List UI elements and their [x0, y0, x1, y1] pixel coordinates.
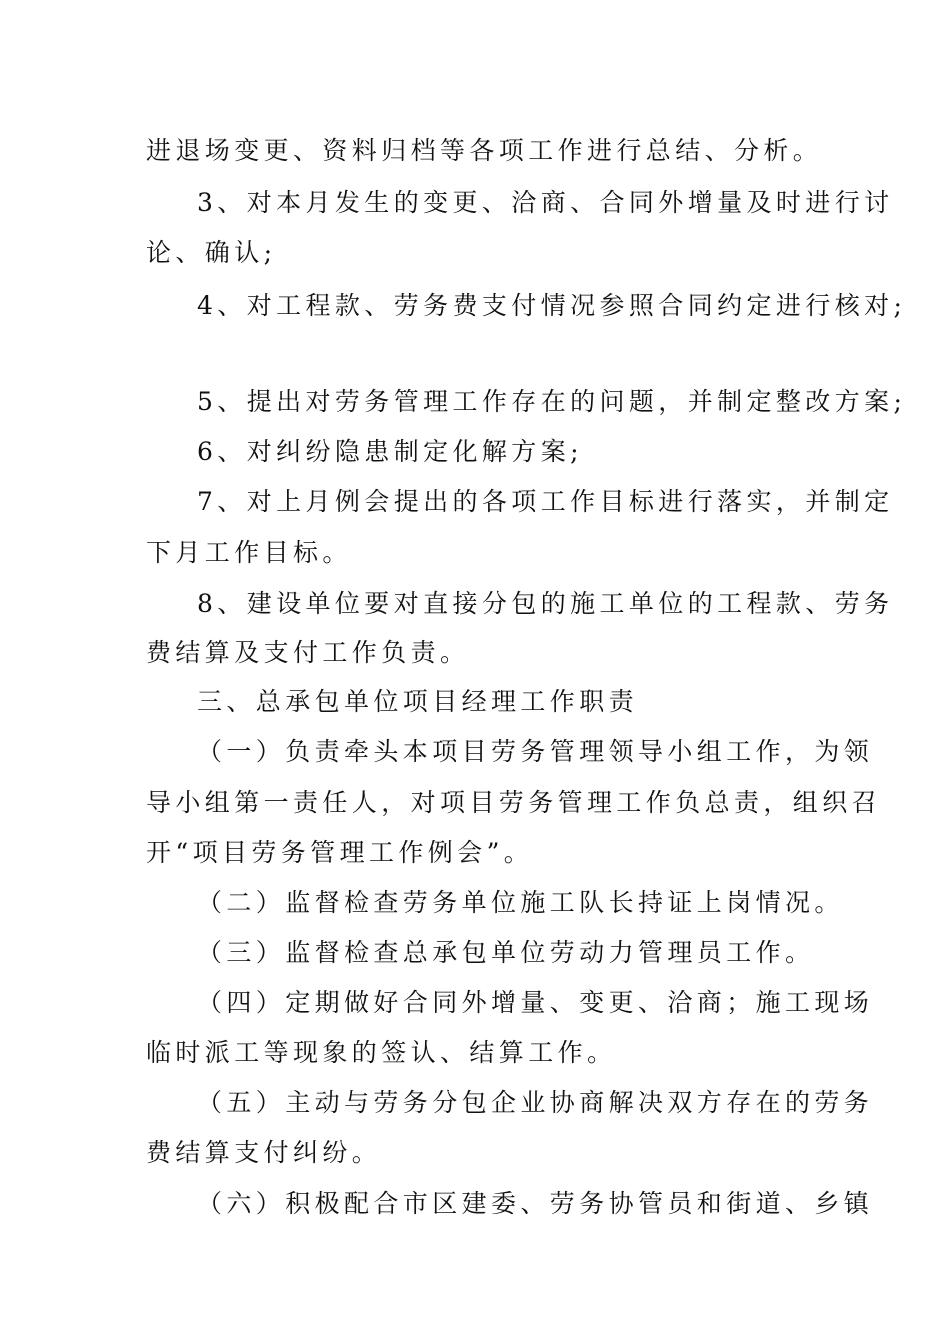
text-line: 费结算支付纠纷。: [146, 1138, 382, 1167]
list-item-3: 3、对本月发生的变更、洽商、合同外增量及时进行讨: [197, 188, 894, 217]
list-item-6: 6、对纠纷隐患制定化解方案;: [197, 437, 583, 466]
list-item-7: 7、对上月例会提出的各项工作目标进行落实，并制定: [197, 487, 894, 516]
clause-4: （四）定期做好合同外增量、变更、洽商；施工现场: [197, 988, 874, 1017]
text-line: 导小组第一责任人，对项目劳务管理工作负总责，组织召: [146, 788, 882, 817]
text-line: 开“项目劳务管理工作例会”。: [146, 838, 534, 867]
section-heading: 三、总承包单位项目经理工作职责: [197, 687, 639, 716]
text-line: 进退场变更、资料归档等各项工作进行总结、分析。: [146, 136, 823, 165]
clause-5: （五）主动与劳务分包企业协商解决双方存在的劳务: [197, 1088, 874, 1117]
list-item-5: 5、提出对劳务管理工作存在的问题，并制定整改方案;: [197, 387, 907, 416]
clause-3: （三）监督检查总承包单位劳动力管理员工作。: [197, 938, 815, 967]
clause-2: （二）监督检查劳务单位施工队长持证上岗情况。: [197, 888, 844, 917]
text-line: 下月工作目标。: [146, 538, 352, 567]
clause-6: （六）积极配合市区建委、劳务协管员和街道、乡镇: [197, 1189, 874, 1218]
list-item-4: 4、对工程款、劳务费支付情况参照合同约定进行核对;: [197, 291, 907, 320]
text-line: 费结算及支付工作负责。: [146, 638, 470, 667]
text-line: 临时派工等现象的签认、结算工作。: [146, 1038, 617, 1067]
list-item-8: 8、建设单位要对直接分包的施工单位的工程款、劳务: [197, 589, 894, 618]
clause-1: （一）负责牵头本项目劳务管理领导小组工作，为领: [197, 737, 874, 766]
text-line: 论、确认;: [146, 238, 277, 267]
